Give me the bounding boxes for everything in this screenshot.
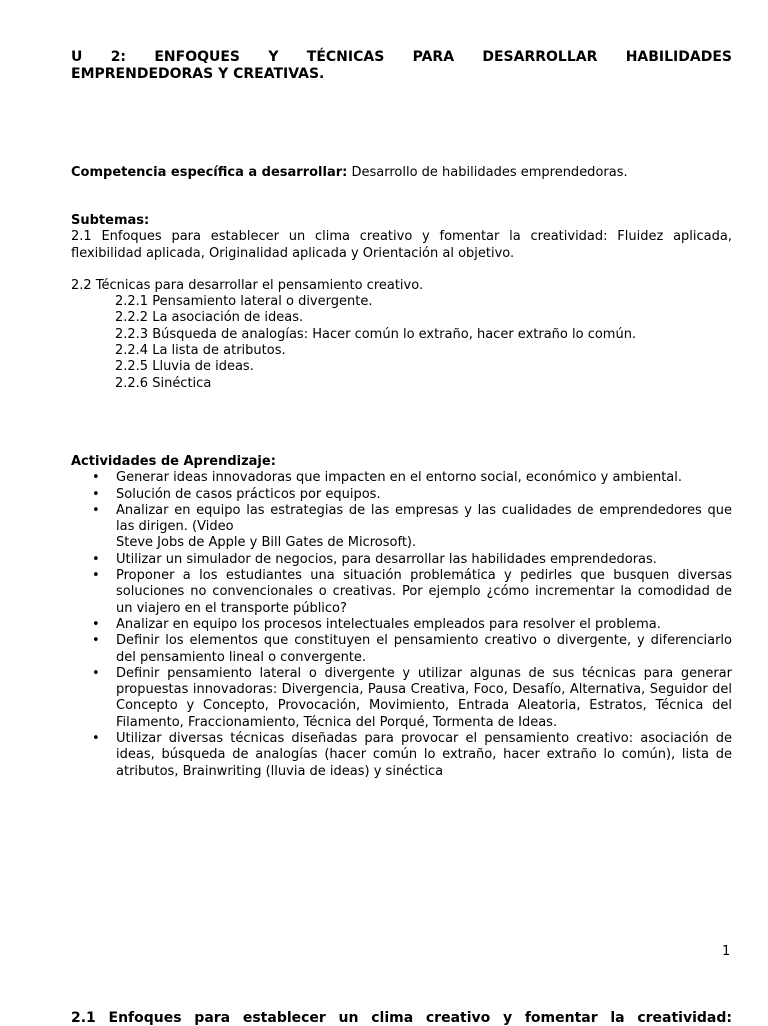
list-item: • Generar ideas innovadoras que impacten en el entorno social, económico y ambiental.: [116, 470, 732, 486]
subtema-item: 2.2.1 Pensamiento lateral o divergente.: [115, 294, 373, 310]
list-item: • Proponer a los estudiantes una situación problemática y pedirles que busquen diversas soluciones no convencionales o creativas. Por ejemplo ¿cómo incrementar la comodidad de un viajero en el transporte público?: [116, 568, 732, 617]
subtema-item: 2.2.5 Lluvia de ideas.: [115, 359, 254, 375]
list-item: [116, 503, 732, 552]
list-item-text-continued: Steve Jobs de Apple y Bill Gates de Microsoft).: [116, 535, 417, 551]
unit-title-line-2: EMPRENDEDORAS Y CREATIVAS.: [71, 66, 325, 82]
unit-title-line-1: U 2: ENFOQUES Y TÉCNICAS PARA DESARROLLAR HABILIDADES: [71, 49, 732, 65]
competencia-paragraph: [71, 165, 732, 181]
actividades-list: [71, 470, 732, 780]
page-number: 1: [722, 944, 731, 959]
list-item: • Solución de casos prácticos por equipos.: [116, 487, 732, 503]
spacer: [71, 262, 732, 278]
actividades-heading: Actividades de Aprendizaje:: [71, 454, 276, 469]
subtema-item: 2.2.4 La lista de atributos.: [115, 343, 286, 359]
competencia-text: Desarrollo de habilidades emprendedoras.: [347, 165, 628, 180]
list-item: • Utilizar diversas técnicas diseñadas para provocar el pensamiento creativo: asociación de ideas, búsqueda de analogías (hacer común lo extraño, hacer extraño lo común), lista de atributos, Brainwriting (lluvia de ideas) y sinéctica: [116, 731, 732, 780]
list-item-text: Analizar en equipo las estrategias de las empresas y las cualidades de emprendedores que las dirigen. (Video: [116, 502, 732, 535]
subtemas-section: [71, 213, 732, 392]
subtema-item: 2.2.3 Búsqueda de analogías: Hacer común lo extraño, hacer extraño lo común.: [115, 326, 637, 342]
subtema-item: 2.2.2 La asociación de ideas.: [115, 310, 304, 326]
unit-title: [71, 49, 732, 83]
subtemas-heading: Subtemas:: [71, 213, 150, 228]
list-item: • Definir los elementos que constituyen el pensamiento creativo o divergente, y diferenciarlo del pensamiento lineal o convergente.: [116, 633, 732, 666]
actividades-section: [71, 454, 732, 780]
list-item: • Utilizar un simulador de negocios, para desarrollar las habilidades emprendedoras.: [116, 552, 732, 568]
list-item: • Analizar en equipo los procesos intelectuales empleados para resolver el problema.: [116, 617, 732, 633]
list-item: • Definir pensamiento lateral o divergente y utilizar algunas de sus técnicas para generar propuestas innovadoras: Divergencia, Pausa Creativa, Foco, Desafío, Alternativa, Seguidor del Concepto y Concepto, Provocación, Movimiento, Entrada Aleatoria, Estratos, Técnica del Filamento, Fraccionamiento, Técnica del Porqué, Tormenta de Ideas.: [116, 666, 732, 731]
next-page-heading: 2.1 Enfoques para establecer un clima creativo y fomentar la creatividad:: [71, 1010, 732, 1026]
subtema-item: 2.2.6 Sinéctica: [115, 375, 212, 391]
subtema-2-1-line-1: 2.1 Enfoques para establecer un clima creativo y fomentar la creatividad: Fluidez aplicada,: [71, 229, 732, 245]
subtema-2-1-line-2: flexibilidad aplicada, Originalidad aplicada y Orientación al objetivo.: [71, 245, 515, 261]
competencia-label: Competencia específica a desarrollar:: [71, 165, 348, 180]
subtema-2-2: 2.2 Técnicas para desarrollar el pensamiento creativo.: [71, 277, 424, 293]
